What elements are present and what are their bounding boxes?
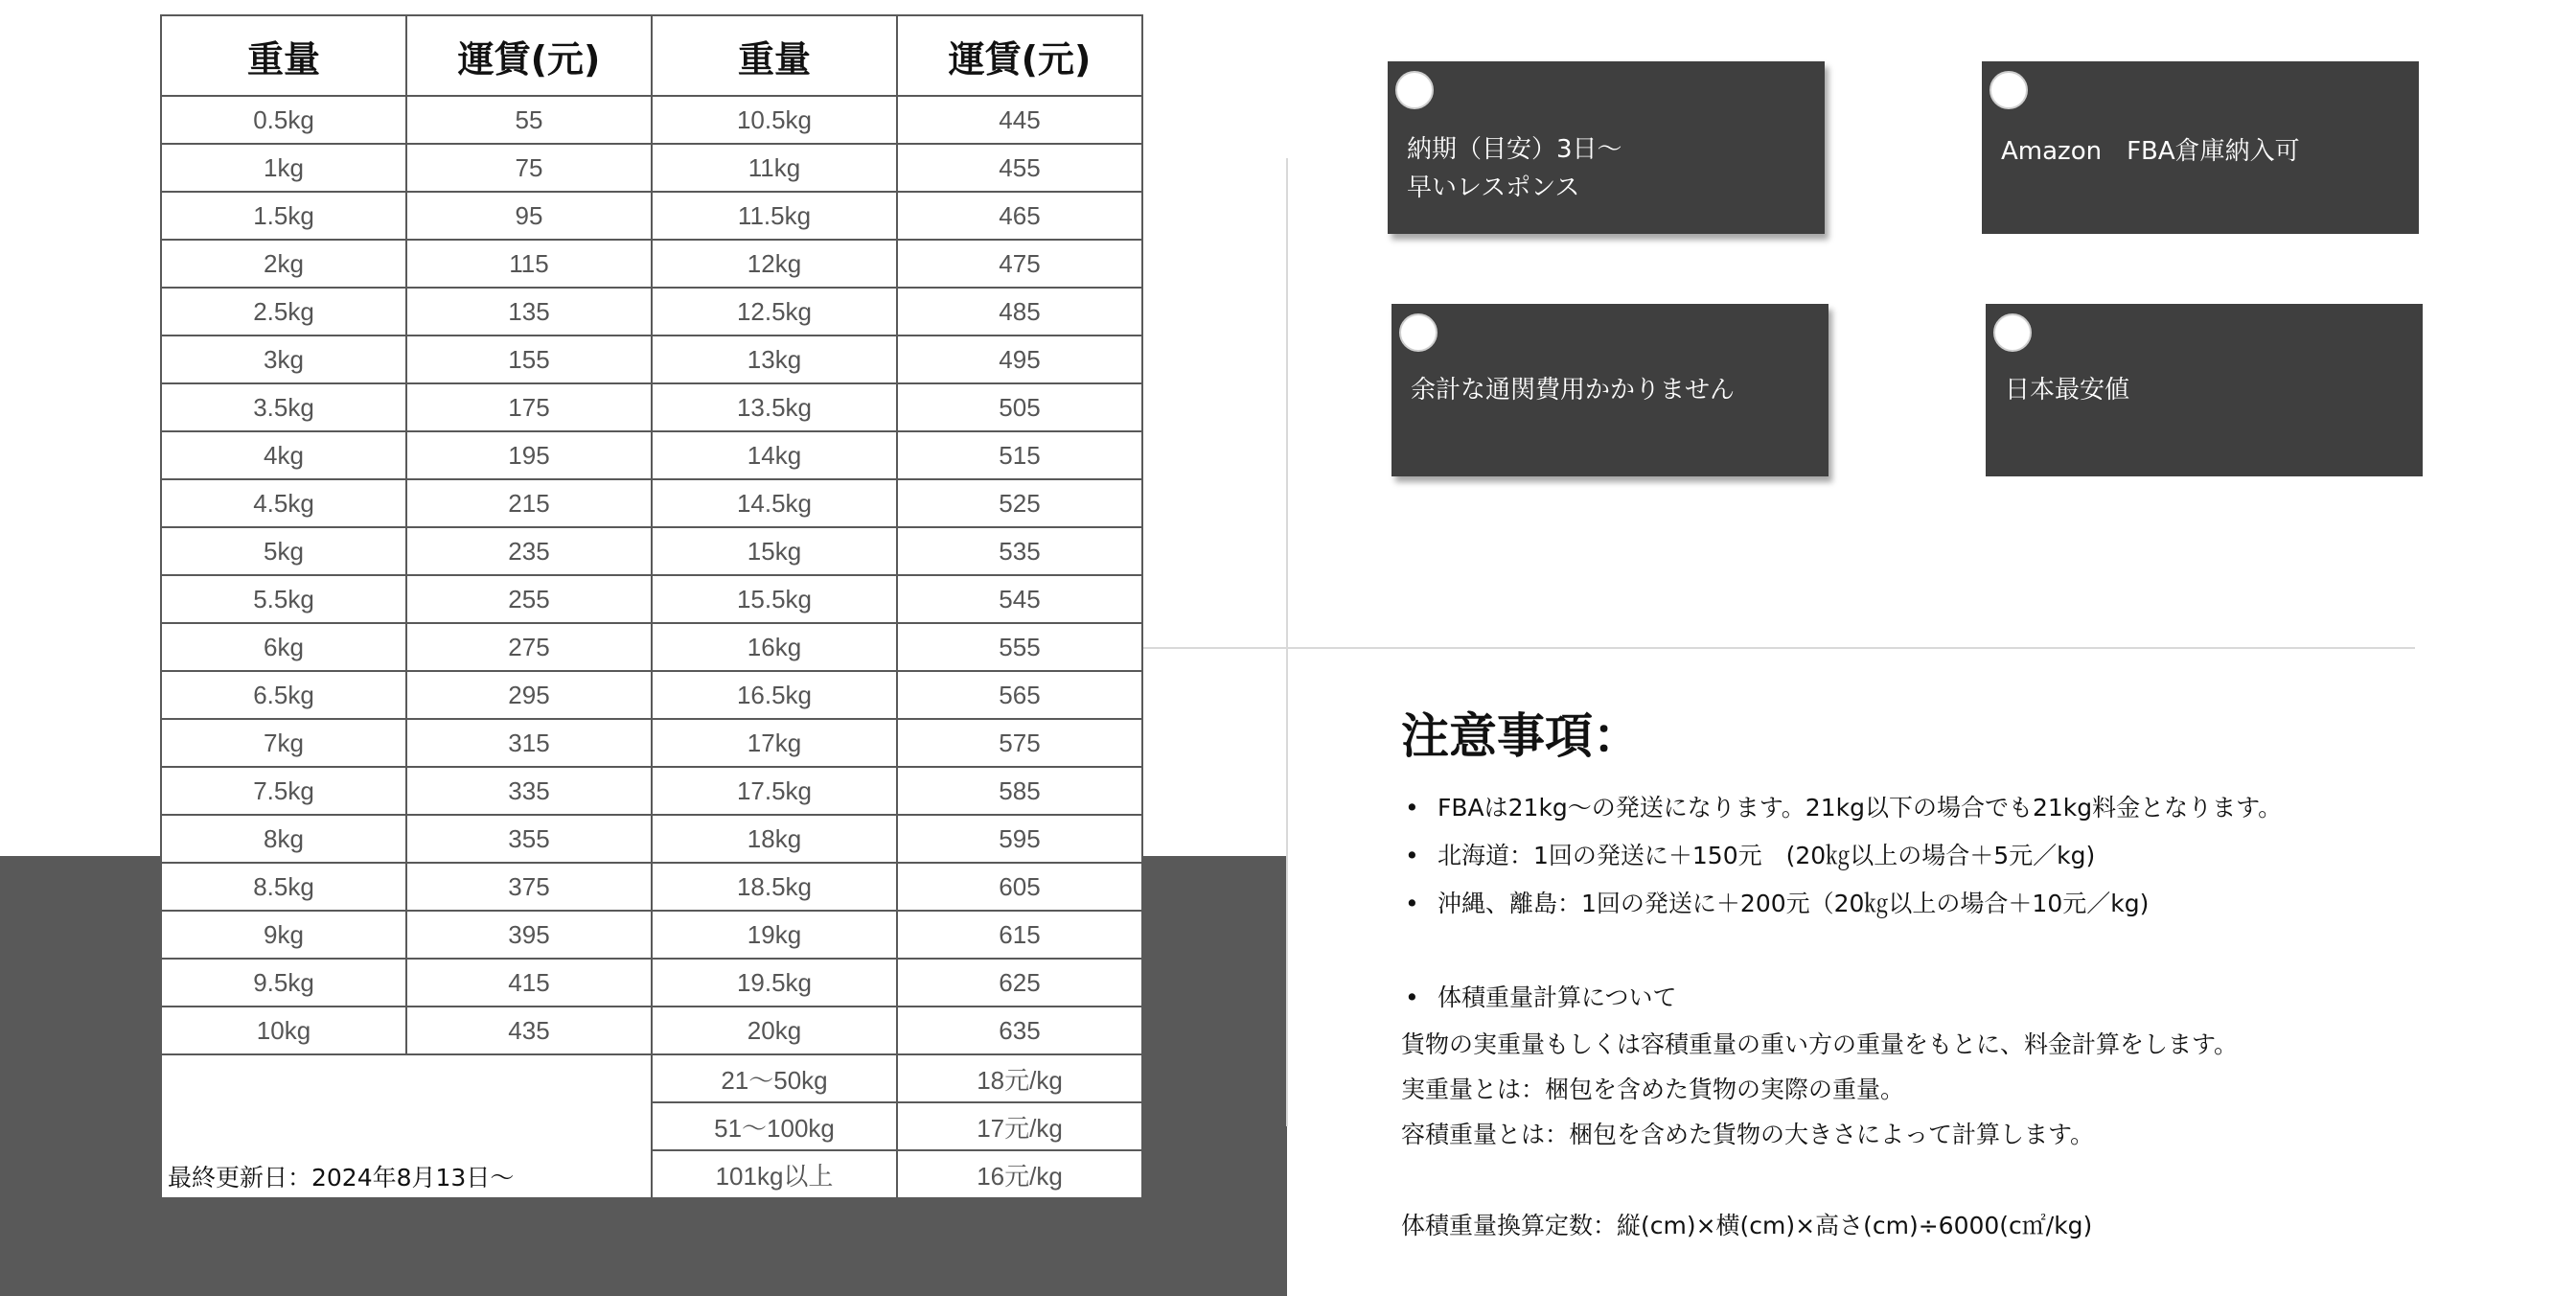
volume-line: 容積重量とは：梱包を含めた貨物の大きさによって計算します。 (1401, 1121, 2095, 1148)
circle-icon (1399, 313, 1438, 352)
table-cell: 595 (897, 815, 1142, 863)
table-cell: 445 (897, 96, 1142, 144)
table-row (161, 144, 1142, 192)
table-cell: 7kg (161, 719, 406, 767)
table-cell: 575 (897, 719, 1142, 767)
shipping-rate-table (160, 14, 1143, 1199)
circle-icon (1990, 71, 2028, 109)
table-cell: 21〜50kg (652, 1054, 897, 1102)
table-cell: 16kg (652, 623, 897, 671)
table-cell: 17元/kg (897, 1102, 1142, 1150)
table-cell: 6.5kg (161, 671, 406, 719)
table-cell: 0.5kg (161, 96, 406, 144)
spacer (1401, 928, 2551, 974)
divider-horizontal (1140, 647, 2415, 649)
divider-vertical (1286, 158, 1288, 1126)
table-cell: 55 (406, 96, 652, 144)
table-cell: 13kg (652, 336, 897, 383)
table-cell: 6kg (161, 623, 406, 671)
circle-icon (1395, 71, 1434, 109)
table-cell: 505 (897, 383, 1142, 431)
table-cell: 2.5kg (161, 288, 406, 336)
table-cell: 18.5kg (652, 863, 897, 911)
table-cell: 14.5kg (652, 479, 897, 527)
table-row (161, 431, 1142, 479)
table-cell: 535 (897, 527, 1142, 575)
table-cell: 2kg (161, 240, 406, 288)
table-cell: 16.5kg (652, 671, 897, 719)
table-header-row (161, 15, 1142, 96)
table-row (161, 96, 1142, 144)
volume-formula: 体積重量換算定数：縦(cm)×横(cm)×高さ(cm)÷6000(c㎡/kg) (1401, 1212, 2093, 1239)
feature-card-fba (1982, 61, 2419, 234)
notes-bullet: • 沖縄、離島：1回の発送に＋200元（20㎏以上の場合＋10元／kg) (1401, 880, 2551, 928)
table-cell: 101kg以上 (652, 1150, 897, 1198)
feature-card-text: 納期（目安）3日〜 早いレスポンス (1407, 135, 1622, 202)
table-row (161, 911, 1142, 959)
spacer (1401, 1157, 2551, 1203)
table-cell: 16元/kg (897, 1150, 1142, 1198)
notes-bullet: • 北海道：1回の発送に＋150元 (20㎏以上の場合＋5元／kg) (1401, 832, 2551, 880)
table-cell: 3kg (161, 336, 406, 383)
header-weight-2: 重量 (652, 15, 897, 96)
table-row (161, 767, 1142, 815)
table-row (161, 192, 1142, 240)
table-cell: 485 (897, 288, 1142, 336)
table-cell: 215 (406, 479, 652, 527)
table-cell: 235 (406, 527, 652, 575)
table-cell: 625 (897, 959, 1142, 1007)
table-cell: 8kg (161, 815, 406, 863)
table-cell: 12kg (652, 240, 897, 288)
table-row (161, 575, 1142, 623)
table-cell: 465 (897, 192, 1142, 240)
header-weight-1: 重量 (161, 15, 406, 96)
table-cell: 135 (406, 288, 652, 336)
table-cell: 515 (897, 431, 1142, 479)
table-cell: 115 (406, 240, 652, 288)
table-cell: 585 (897, 767, 1142, 815)
table-cell: 275 (406, 623, 652, 671)
table-cell: 75 (406, 144, 652, 192)
table-cell: 13.5kg (652, 383, 897, 431)
table-row (161, 240, 1142, 288)
last-updated-note: 最終更新日：2024年8月13日〜 (161, 1054, 652, 1198)
table-cell: 12.5kg (652, 288, 897, 336)
feature-card-text: 日本最安値 (2005, 376, 2130, 405)
table-cell: 15kg (652, 527, 897, 575)
header-fee-2: 運賃(元) (897, 15, 1142, 96)
table-cell: 475 (897, 240, 1142, 288)
table-cell: 395 (406, 911, 652, 959)
table-row (161, 479, 1142, 527)
table-cell: 435 (406, 1007, 652, 1054)
table-row (161, 671, 1142, 719)
table-cell: 415 (406, 959, 652, 1007)
table-cell: 51〜100kg (652, 1102, 897, 1150)
table-cell: 615 (897, 911, 1142, 959)
table-cell: 20kg (652, 1007, 897, 1054)
table-cell: 18元/kg (897, 1054, 1142, 1102)
table-row (161, 336, 1142, 383)
table-cell: 10kg (161, 1007, 406, 1054)
table-cell: 19.5kg (652, 959, 897, 1007)
table-cell: 255 (406, 575, 652, 623)
table-cell: 3.5kg (161, 383, 406, 431)
table-cell: 605 (897, 863, 1142, 911)
table-cell: 175 (406, 383, 652, 431)
table-cell: 14kg (652, 431, 897, 479)
feature-card-text: 余計な通関費用かかりません (1411, 376, 1736, 405)
table-row (161, 815, 1142, 863)
volume-line: 貨物の実重量もしくは容積重量の重い方の重量をもとに、料金計算をします。 (1401, 1030, 2239, 1058)
table-cell: 11.5kg (652, 192, 897, 240)
table-cell: 17.5kg (652, 767, 897, 815)
table-cell: 295 (406, 671, 652, 719)
volume-line: 実重量とは：梱包を含めた貨物の実際の重量。 (1401, 1076, 1905, 1103)
table-cell: 19kg (652, 911, 897, 959)
volume-heading: • 体積重量計算について (1401, 974, 2551, 1022)
table-cell: 15.5kg (652, 575, 897, 623)
table-cell: 7.5kg (161, 767, 406, 815)
table-cell: 8.5kg (161, 863, 406, 911)
table-cell: 10.5kg (652, 96, 897, 144)
circle-icon (1993, 313, 2032, 352)
table-cell: 375 (406, 863, 652, 911)
table-cell: 4.5kg (161, 479, 406, 527)
table-cell: 355 (406, 815, 652, 863)
feature-card-delivery (1388, 61, 1825, 234)
table-row (161, 1054, 1142, 1102)
table-cell: 1kg (161, 144, 406, 192)
table-cell: 5kg (161, 527, 406, 575)
feature-card-lowest-price (1986, 304, 2423, 476)
table-row (161, 1007, 1142, 1054)
table-cell: 17kg (652, 719, 897, 767)
table-cell: 9.5kg (161, 959, 406, 1007)
table-cell: 9kg (161, 911, 406, 959)
table-cell: 495 (897, 336, 1142, 383)
notes-bullet: • FBAは21kg〜の発送になります。21kg以下の場合でも21kg料金となります。 (1401, 784, 2551, 832)
table-cell: 555 (897, 623, 1142, 671)
table-row (161, 719, 1142, 767)
table-cell: 18kg (652, 815, 897, 863)
table-cell: 95 (406, 192, 652, 240)
table-cell: 525 (897, 479, 1142, 527)
table-cell: 11kg (652, 144, 897, 192)
header-fee-1: 運賃(元) (406, 15, 652, 96)
table-row (161, 527, 1142, 575)
table-cell: 155 (406, 336, 652, 383)
table-cell: 545 (897, 575, 1142, 623)
feature-card-text: Amazon FBA倉庫納入可 (2001, 137, 2300, 166)
table-cell: 565 (897, 671, 1142, 719)
table-cell: 635 (897, 1007, 1142, 1054)
table-cell: 4kg (161, 431, 406, 479)
notes-section (1401, 706, 2551, 1248)
notes-title: 注意事項： (1401, 708, 1641, 764)
table-cell: 335 (406, 767, 652, 815)
table-row (161, 959, 1142, 1007)
table-cell: 455 (897, 144, 1142, 192)
table-row (161, 863, 1142, 911)
table-cell: 1.5kg (161, 192, 406, 240)
table-row (161, 383, 1142, 431)
table-cell: 195 (406, 431, 652, 479)
table-row (161, 623, 1142, 671)
table-cell: 5.5kg (161, 575, 406, 623)
table-row (161, 288, 1142, 336)
feature-card-customs (1392, 304, 1828, 476)
table-cell: 315 (406, 719, 652, 767)
